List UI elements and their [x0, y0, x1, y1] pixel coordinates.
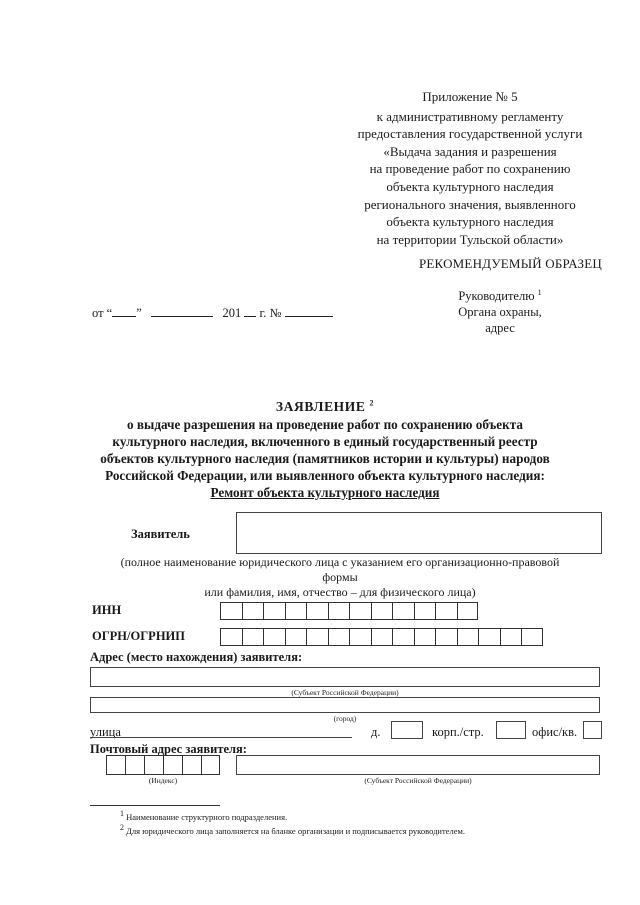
- addressee-line-2: Органа охраны,: [458, 305, 542, 319]
- ogrn-cell[interactable]: [457, 628, 479, 646]
- inn-cell[interactable]: [435, 602, 457, 620]
- day-field[interactable]: [112, 305, 136, 317]
- office-field[interactable]: [583, 721, 602, 739]
- year-prefix: 201: [222, 306, 242, 320]
- ogrn-cell[interactable]: [521, 628, 543, 646]
- inn-cell[interactable]: [414, 602, 436, 620]
- inn-cell[interactable]: [242, 602, 264, 620]
- title-line: культурного наследия, включенного в единый государственный реестр: [112, 434, 538, 449]
- date-number-line: [92, 305, 333, 321]
- ogrn-cell[interactable]: [392, 628, 414, 646]
- ogrn-cell[interactable]: [306, 628, 328, 646]
- date-quote-close: ”: [136, 306, 142, 320]
- ogrn-cell[interactable]: [478, 628, 500, 646]
- street-label: улица: [90, 725, 121, 739]
- ogrn-cell[interactable]: [328, 628, 350, 646]
- addressee-block: [440, 288, 560, 336]
- title-main: ЗАЯВЛЕНИЕ $^2$: [275, 398, 375, 414]
- postal-index-caption: (Индекс): [148, 776, 178, 785]
- inn-cell[interactable]: [220, 602, 242, 620]
- office-label: офис/кв.: [532, 725, 578, 739]
- statement-title: [90, 398, 560, 501]
- addressee-line-1: Руководителю $^1$: [458, 287, 542, 303]
- footnote-mark: 2: [120, 823, 124, 833]
- appendix-line: регионального значения, выявленного: [364, 196, 576, 212]
- appendix-line: на проведение работ по сохранению: [369, 161, 571, 177]
- work-type: Ремонт объекта культурного наследия: [210, 485, 440, 500]
- title-line: Российской Федерации, или выявленного объекта культурного наследия:: [105, 468, 545, 483]
- index-cell[interactable]: [144, 755, 163, 775]
- index-cell[interactable]: [201, 755, 220, 775]
- appendix-header: [320, 88, 620, 248]
- inn-cell[interactable]: [457, 602, 479, 620]
- footnote-divider: [90, 805, 220, 806]
- house-field[interactable]: [391, 721, 423, 739]
- appendix-number: Приложение № 5: [422, 89, 518, 104]
- ogrn-label: ОГРН/ОГРНИП: [92, 629, 185, 643]
- address-city-caption: (город): [333, 714, 357, 723]
- ogrn-cells[interactable]: [220, 628, 543, 646]
- appendix-line: «Выдача задания и разрешения: [383, 143, 557, 159]
- hint-line: или фамилия, имя, отчество – для физического лица): [204, 585, 476, 599]
- ogrn-cell[interactable]: [349, 628, 371, 646]
- ogrn-cell[interactable]: [263, 628, 285, 646]
- footnote-ref: 2: [369, 398, 375, 408]
- footnote-mark: 1: [120, 809, 124, 819]
- hint-line: (полное наименование юридического лица с указанием его организационно-правовой: [120, 555, 560, 569]
- addressee-line-3: адрес: [485, 321, 515, 335]
- applicant-name-field[interactable]: [236, 512, 602, 554]
- postal-subject-field[interactable]: [236, 755, 600, 775]
- ogrn-cell[interactable]: [435, 628, 457, 646]
- index-cell[interactable]: [163, 755, 182, 775]
- address-subject-field[interactable]: [90, 667, 600, 687]
- inn-cells[interactable]: [220, 602, 478, 620]
- footnote-ref: 1: [537, 287, 542, 297]
- footnote-text: Наименование структурного подразделения.: [126, 812, 288, 822]
- appendix-line: объекта культурного наследия: [386, 178, 554, 194]
- ogrn-cell[interactable]: [242, 628, 264, 646]
- applicant-hint: [90, 555, 590, 600]
- number-field[interactable]: [285, 305, 333, 317]
- footnote-2: [120, 823, 465, 836]
- ogrn-cell[interactable]: [220, 628, 242, 646]
- appendix-line: объекта культурного наследия: [386, 214, 554, 230]
- applicant-label: Заявитель: [131, 527, 190, 541]
- footnote-1: [120, 809, 288, 822]
- inn-cell[interactable]: [285, 602, 307, 620]
- date-from-label: от “: [92, 306, 113, 320]
- inn-cell[interactable]: [349, 602, 371, 620]
- hint-line: формы: [322, 570, 358, 584]
- month-field[interactable]: [151, 305, 213, 317]
- recommended-sample-label: РЕКОМЕНДУЕМЫЙ ОБРАЗЕЦ: [418, 256, 602, 271]
- postal-subject-caption: (Субъект Российской Федерации): [364, 776, 472, 785]
- number-label: г. №: [259, 306, 282, 320]
- building-field[interactable]: [496, 721, 526, 739]
- postal-index-cells[interactable]: [106, 755, 220, 775]
- inn-cell[interactable]: [371, 602, 393, 620]
- ogrn-cell[interactable]: [371, 628, 393, 646]
- postal-label: Почтовый адрес заявителя:: [90, 742, 247, 756]
- title-line: о выдаче разрешения на проведение работ по сохранению объекта: [127, 417, 523, 432]
- address-label: Адрес (место нахождения) заявителя:: [90, 650, 303, 664]
- building-label: корп./стр.: [432, 725, 484, 739]
- inn-label: ИНН: [92, 603, 122, 617]
- index-cell[interactable]: [106, 755, 125, 775]
- address-city-field[interactable]: [90, 697, 600, 713]
- appendix-line: на территории Тульской области»: [376, 231, 564, 247]
- street-field[interactable]: [90, 737, 352, 738]
- inn-cell[interactable]: [328, 602, 350, 620]
- inn-cell[interactable]: [306, 602, 328, 620]
- address-subject-caption: (Субъект Российской Федерации): [291, 688, 399, 697]
- appendix-line: предоставления государственной услуги: [357, 126, 583, 142]
- ogrn-cell[interactable]: [500, 628, 522, 646]
- ogrn-cell[interactable]: [414, 628, 436, 646]
- footnote-text: Для юридического лица заполняется на бланке организации и подписывается руководителем.: [126, 826, 465, 836]
- inn-cell[interactable]: [263, 602, 285, 620]
- house-label: д.: [371, 725, 381, 739]
- inn-cell[interactable]: [392, 602, 414, 620]
- index-cell[interactable]: [125, 755, 144, 775]
- appendix-line: к административному регламенту: [376, 108, 564, 124]
- ogrn-cell[interactable]: [285, 628, 307, 646]
- title-line: объектов культурного наследия (памятников истории и культуры) народов: [100, 451, 550, 466]
- year-field[interactable]: [244, 305, 256, 317]
- index-cell[interactable]: [182, 755, 201, 775]
